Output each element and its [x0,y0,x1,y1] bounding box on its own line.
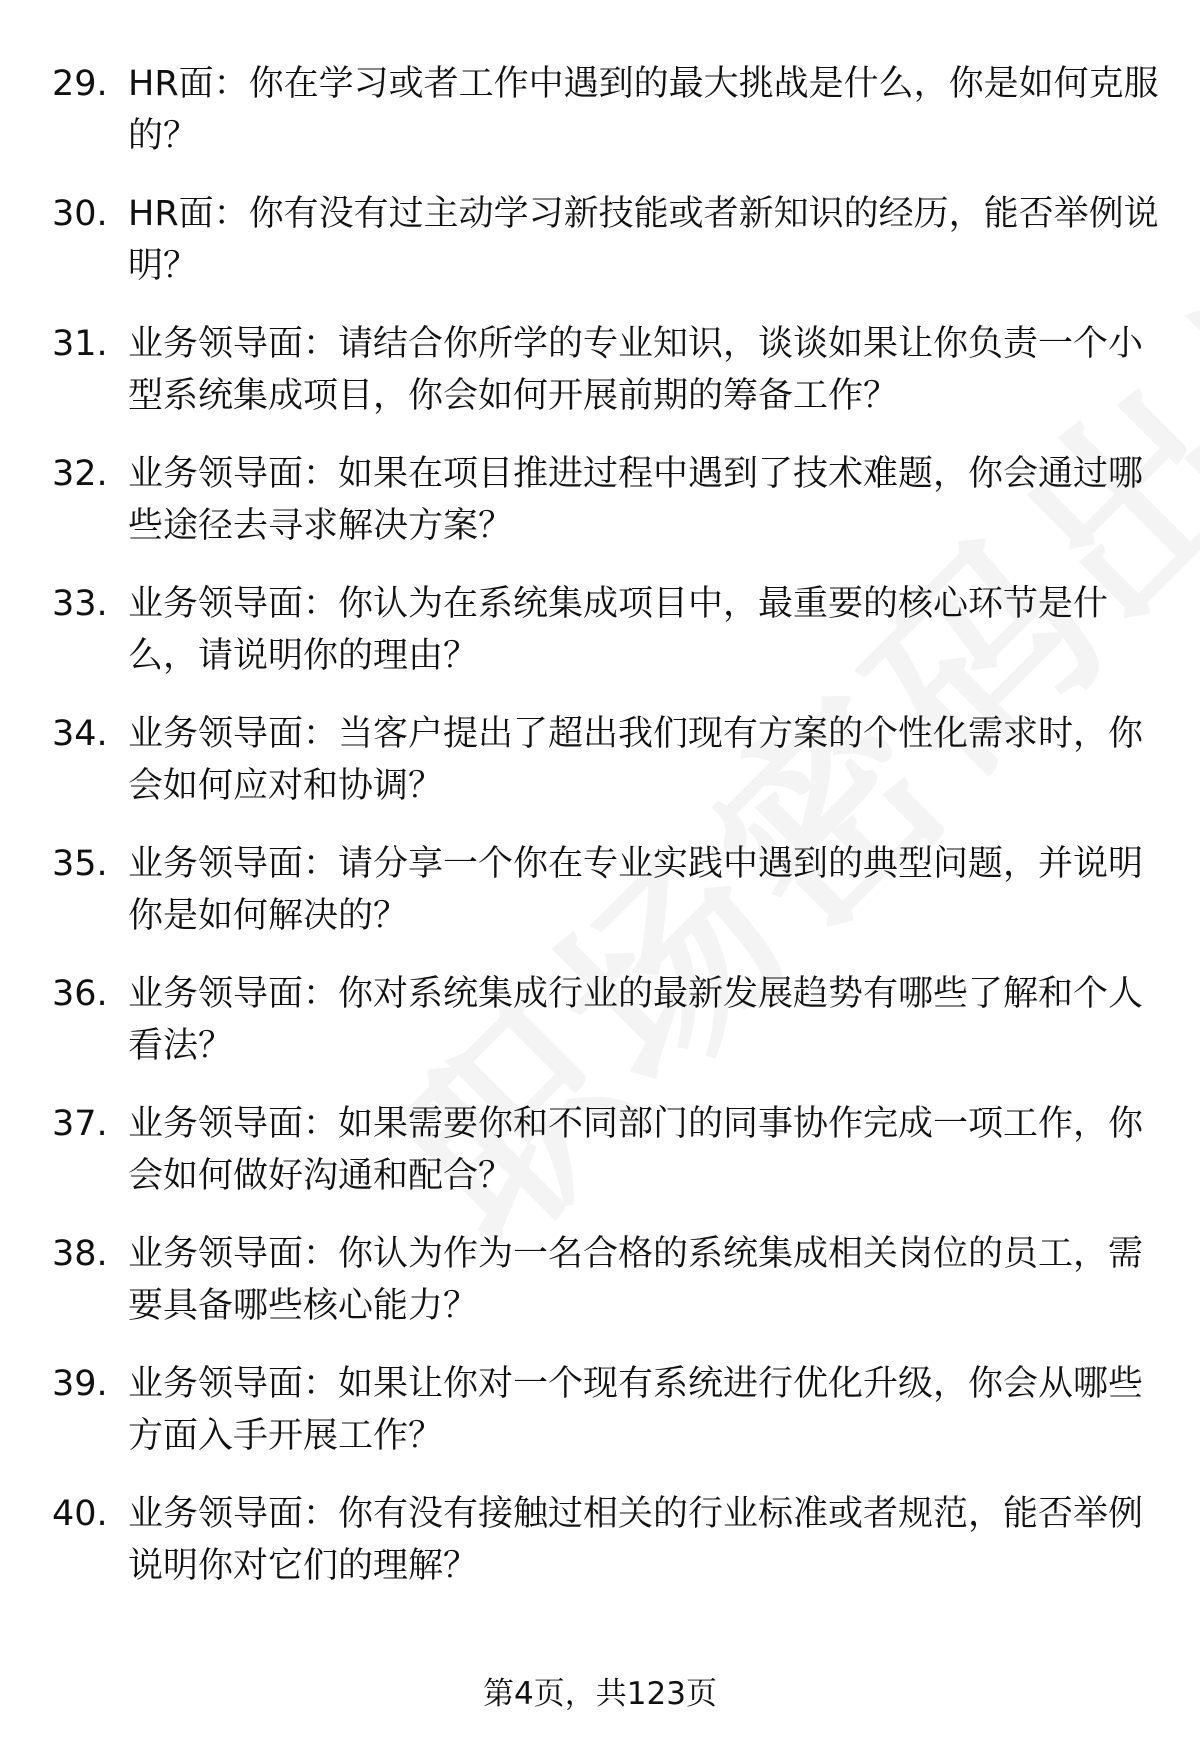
question-text: HR面：你在学习或者工作中遇到的最大挑战是什么，你是如何克服的？ [128,64,1159,156]
question-number: 37. [52,1104,108,1144]
question-text: 业务领导面：当客户提出了超出我们现有方案的个性化需求时，你会如何应对和协调？ [128,714,1144,806]
question-number: 31. [52,324,108,364]
question-item [52,1488,1162,1592]
question-item [52,58,1162,162]
question-number: 32. [52,454,108,494]
question-text: 业务领导面：请分享一个你在专业实践中遇到的典型问题，并说明你是如何解决的？ [128,844,1144,936]
question-number: 33. [52,584,108,624]
question-item [52,318,1162,422]
question-text: 业务领导面：如果让你对一个现有系统进行优化升级，你会从哪些方面入手开展工作？ [128,1364,1144,1456]
question-number: 29. [52,64,108,104]
question-text: HR面：你有没有过主动学习新技能或者新知识的经历，能否举例说明？ [128,194,1159,286]
question-text: 业务领导面：如果在项目推进过程中遇到了技术难题，你会通过哪些途径去寻求解决方案？ [128,454,1144,546]
question-item [52,968,1162,1072]
question-number: 40. [52,1494,108,1534]
page-footer [0,1674,1200,1714]
page-number-label: 第4页，共123页 [483,1676,717,1712]
question-item [52,188,1162,292]
question-number: 30. [52,194,108,234]
question-text: 业务领导面：请结合你所学的专业知识，谈谈如果让你负责一个小型系统集成项目，你会如何开展前期的筹备工作？ [128,324,1144,416]
question-item [52,448,1162,552]
question-item [52,838,1162,942]
question-text: 业务领导面：你认为在系统集成项目中，最重要的核心环节是什么，请说明你的理由？ [128,584,1109,676]
question-item [52,578,1162,682]
question-item [52,708,1162,812]
question-number: 35. [52,844,108,884]
question-number: 39. [52,1364,108,1404]
question-item [52,1098,1162,1202]
question-number: 36. [52,974,108,1014]
question-item [52,1228,1162,1332]
question-text: 业务领导面：你认为作为一名合格的系统集成相关岗位的员工，需要具备哪些核心能力？ [128,1234,1144,1326]
question-item [52,1358,1162,1462]
question-text: 业务领导面：如果需要你和不同部门的同事协作完成一项工作，你会如何做好沟通和配合？ [128,1104,1144,1196]
question-list [52,58,1162,1618]
question-number: 38. [52,1234,108,1274]
question-number: 34. [52,714,108,754]
question-text: 业务领导面：你有没有接触过相关的行业标准或者规范，能否举例说明你对它们的理解？ [128,1494,1144,1586]
question-text: 业务领导面：你对系统集成行业的最新发展趋势有哪些了解和个人看法？ [128,974,1144,1066]
